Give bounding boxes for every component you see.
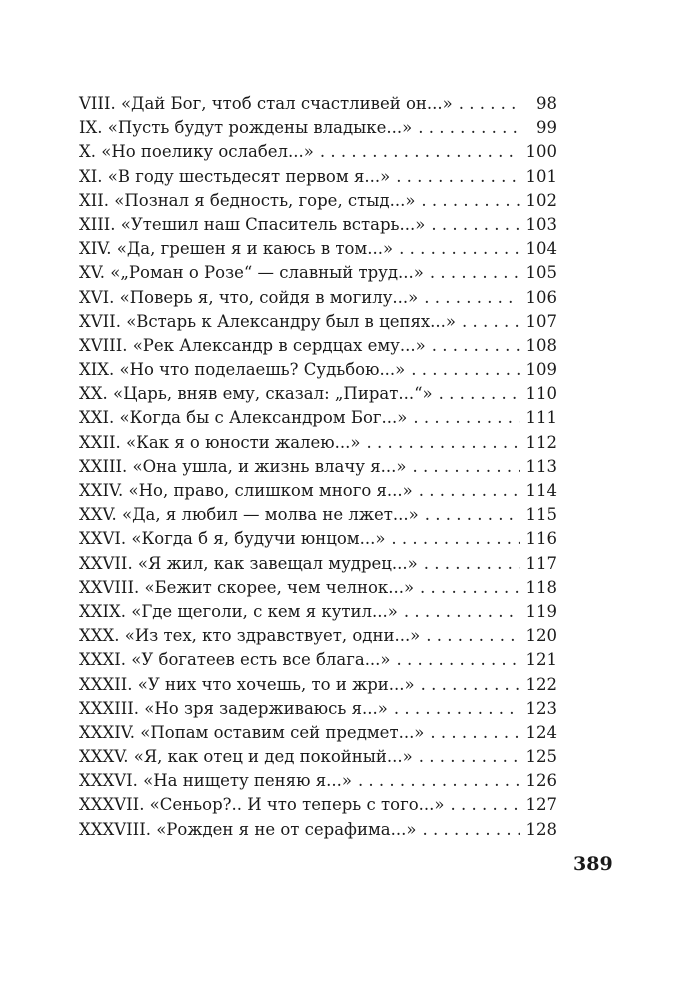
toc-entry	[79, 769, 557, 793]
toc-entry-page: 99	[536, 118, 557, 138]
toc-entry	[79, 697, 557, 721]
toc-entry	[79, 648, 557, 672]
toc-entry-title: XXI. «Когда бы с Александром Бог...»	[79, 408, 408, 428]
toc-leader-dots	[419, 479, 520, 503]
toc-leader-dots	[412, 455, 519, 479]
toc-entry-title: XIII. «Утешил наш Спаситель встарь...»	[79, 214, 426, 234]
toc-entry	[79, 793, 557, 817]
toc-entry-title: XXIV. «Но, право, слишком много я...»	[79, 481, 413, 500]
toc-leader-dots	[421, 673, 520, 697]
toc-entry-title: XX. «Царь, вняв ему, сказал: „Пират...“»	[79, 384, 433, 404]
toc-leader-dots	[419, 745, 520, 769]
toc-leader-dots	[358, 769, 520, 793]
toc-entry-page: 116	[525, 529, 557, 549]
toc-entry-page: 110	[525, 384, 557, 404]
toc-entry-page: 122	[525, 674, 557, 694]
toc-entry-page: 106	[525, 287, 557, 307]
toc-entry-title: XIX. «Но что поделаешь? Судьбою...»	[79, 360, 406, 380]
toc-entry	[79, 116, 557, 140]
toc-leader-dots	[391, 527, 519, 551]
toc-leader-dots	[459, 92, 521, 116]
toc-entry-title: XXVIII. «Бежит скорее, чем челнок...»	[79, 577, 415, 597]
toc-entry-title: XXV. «Да, я любил — молва не лжет...»	[79, 505, 419, 525]
toc-entry-title: XXIX. «Где щеголи, с кем я кутил...»	[79, 601, 398, 621]
toc-entry	[79, 479, 557, 503]
toc-entry-page: 124	[525, 722, 557, 742]
toc-leader-dots	[424, 286, 519, 310]
toc-entry	[79, 673, 557, 697]
toc-entry	[79, 576, 557, 600]
toc-entry-page: 107	[525, 311, 557, 331]
toc-entry-page: 112	[525, 432, 557, 452]
toc-leader-dots	[462, 310, 519, 334]
toc-entry-page: 103	[525, 214, 557, 234]
toc-entry-page: 98	[536, 94, 557, 113]
toc-leader-dots	[394, 697, 520, 721]
toc-entry-title: XVIII. «Рек Александр в сердцах ему...»	[79, 335, 426, 355]
toc-entry-page: 113	[525, 456, 557, 476]
toc-entry-page: 121	[525, 650, 557, 670]
toc-entry-title: XXII. «Как я о юности жалею...»	[79, 432, 361, 452]
toc-entry-title: X. «Но поелику ослабел...»	[79, 142, 314, 162]
toc-entry-title: XXXV. «Я, как отец и дед покойный...»	[79, 747, 413, 767]
toc-leader-dots	[320, 140, 520, 164]
toc-entry-page: 114	[525, 481, 557, 500]
toc-leader-dots	[366, 431, 519, 455]
toc-entry-page: 125	[525, 747, 557, 767]
toc-entry	[79, 286, 557, 310]
table-of-contents	[79, 92, 557, 842]
toc-entry-page: 117	[525, 553, 557, 573]
toc-entry	[79, 455, 557, 479]
toc-leader-dots	[430, 721, 519, 745]
toc-leader-dots	[424, 552, 520, 576]
toc-entry	[79, 818, 557, 842]
toc-entry	[79, 92, 557, 116]
toc-entry-page: 108	[525, 335, 557, 355]
toc-entry	[79, 358, 557, 382]
toc-entry-title: XXXVIII. «Рожден я не от серафима...»	[79, 819, 417, 839]
toc-entry-title: XV. «„Роман о Розе“ — славный труд...»	[79, 263, 424, 283]
toc-leader-dots	[411, 358, 519, 382]
toc-entry-title: XXXVI. «На нищету пеняю я...»	[79, 771, 352, 791]
toc-leader-dots	[420, 576, 519, 600]
toc-leader-dots	[418, 116, 521, 140]
toc-leader-dots	[421, 189, 519, 213]
toc-entry	[79, 624, 557, 648]
toc-entry-title: IX. «Пусть будут рождены владыке...»	[79, 118, 413, 138]
toc-leader-dots	[431, 213, 519, 237]
toc-entry-title: XXXVII. «Сеньор?.. И что теперь с того...»	[79, 795, 445, 815]
toc-entry-page: 102	[525, 190, 557, 210]
toc-entry-title: XXXIV. «Попам оставим сей предмет...»	[79, 722, 425, 742]
toc-entry-page: 105	[525, 263, 557, 283]
toc-leader-dots	[422, 818, 519, 842]
toc-entry-page: 128	[525, 819, 557, 839]
toc-entry	[79, 261, 557, 285]
toc-leader-dots	[425, 503, 520, 527]
toc-entry	[79, 310, 557, 334]
toc-entry	[79, 189, 557, 213]
toc-entry-title: XXX. «Из тех, кто здравствует, одни...»	[79, 626, 421, 646]
toc-entry-page: 118	[525, 577, 557, 597]
toc-entry	[79, 334, 557, 358]
toc-entry	[79, 165, 557, 189]
page-number: 389	[573, 853, 613, 875]
toc-entry	[79, 382, 557, 406]
toc-leader-dots	[450, 793, 519, 817]
toc-entry-page: 127	[525, 795, 557, 815]
toc-entry-title: XII. «Познал я бедность, горе, стыд...»	[79, 190, 416, 210]
toc-entry	[79, 237, 557, 261]
toc-entry-title: XXXIII. «Но зря задерживаюсь я...»	[79, 698, 388, 718]
toc-entry-page: 109	[525, 360, 557, 380]
toc-entry-page: 126	[525, 771, 557, 791]
toc-entry-page: 104	[525, 239, 557, 259]
toc-entry-title: XXVI. «Когда б я, будучи юнцом...»	[79, 529, 386, 549]
toc-entry	[79, 745, 557, 769]
toc-entry-title: XXVII. «Я жил, как завещал мудрец...»	[79, 553, 418, 573]
toc-entry	[79, 552, 557, 576]
toc-leader-dots	[439, 382, 520, 406]
toc-entry	[79, 140, 557, 164]
toc-entry-title: XIV. «Да, грешен я и каюсь в том...»	[79, 239, 394, 259]
toc-entry	[79, 431, 557, 455]
toc-entry-page: 119	[525, 601, 557, 621]
toc-leader-dots	[432, 334, 520, 358]
toc-leader-dots	[396, 165, 519, 189]
toc-entry-title: XI. «В году шестьдесят первом я...»	[79, 166, 391, 186]
toc-entry-title: XXXI. «У богатеев есть все блага...»	[79, 650, 391, 670]
toc-entry	[79, 213, 557, 237]
toc-entry-page: 115	[525, 505, 557, 525]
toc-entry-title: XXIII. «Она ушла, и жизнь влачу я...»	[79, 456, 407, 476]
toc-entry-page: 101	[525, 166, 557, 186]
toc-entry-page: 111	[525, 408, 557, 428]
toc-leader-dots	[413, 406, 519, 430]
toc-entry	[79, 600, 557, 624]
toc-entry-title: XVI. «Поверь я, что, сойдя в могилу...»	[79, 287, 419, 307]
toc-leader-dots	[397, 648, 520, 672]
toc-entry-page: 120	[525, 626, 557, 646]
toc-entry-page: 100	[525, 142, 557, 162]
toc-entry-title: XVII. «Встарь к Александру был в цепях...»	[79, 311, 457, 331]
toc-entry	[79, 527, 557, 551]
toc-leader-dots	[404, 600, 520, 624]
toc-entry	[79, 406, 557, 430]
toc-leader-dots	[426, 624, 519, 648]
toc-leader-dots	[399, 237, 519, 261]
toc-entry	[79, 503, 557, 527]
toc-entry	[79, 721, 557, 745]
toc-entry-title: VIII. «Дай Бог, чтоб стал счастливей он...»	[79, 94, 453, 113]
toc-entry-title: XXXII. «У них что хочешь, то и жри...»	[79, 674, 415, 694]
toc-entry-page: 123	[525, 698, 557, 718]
toc-leader-dots	[430, 261, 520, 285]
